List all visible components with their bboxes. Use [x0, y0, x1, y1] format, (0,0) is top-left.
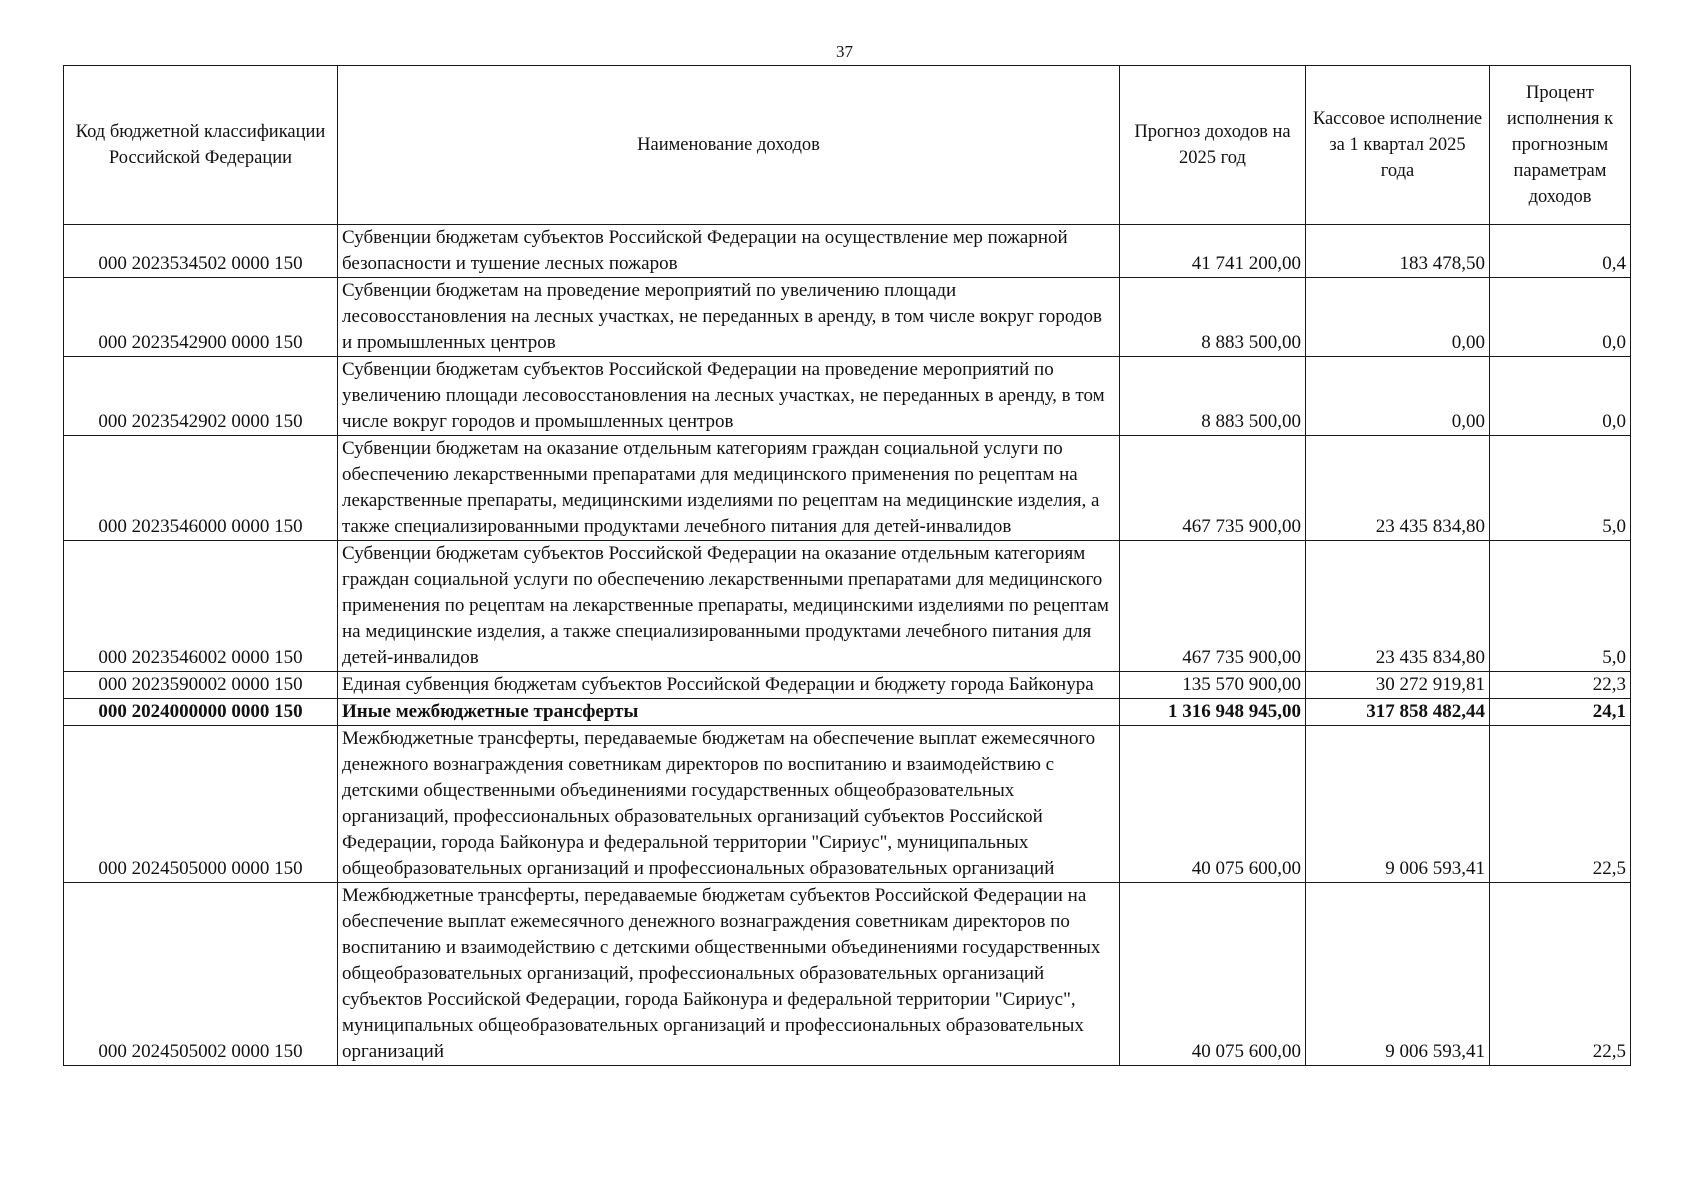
cash-execution-cell: 317 858 482,44: [1306, 699, 1490, 726]
percent-cell: 0,0: [1490, 357, 1631, 436]
budget-code-cell: 000 2024000000 0000 150: [64, 699, 338, 726]
cash-execution-cell: 23 435 834,80: [1306, 436, 1490, 541]
table-row: [64, 541, 1631, 672]
cash-execution-cell: 0,00: [1306, 357, 1490, 436]
percent-cell: 0,4: [1490, 225, 1631, 278]
cash-execution-cell: 9 006 593,41: [1306, 883, 1490, 1066]
table-row: [64, 436, 1631, 541]
revenue-name-cell: Субвенции бюджетам на оказание отдельным категориям граждан социальной услуги по обеспечению лекарственными препаратами для медицинского применения по рецептам на лекарственные препараты, медицинскими изделиями по рецептам на медицинские изделия, а также специализированными продуктами лечебного питания для детей-инвалидов: [338, 436, 1120, 541]
revenue-name-cell: Субвенции бюджетам субъектов Российской Федерации на проведение мероприятий по увеличению площади лесовосстановления на лесных участках, не переданных в аренду, в том числе вокруг городов и промышленных центров: [338, 357, 1120, 436]
forecast-cell: 8 883 500,00: [1120, 278, 1306, 357]
budget-code-cell: 000 2024505002 0000 150: [64, 883, 338, 1066]
percent-cell: 24,1: [1490, 699, 1631, 726]
budget-code-cell: 000 2023590002 0000 150: [64, 672, 338, 699]
budget-code-cell: 000 2023542902 0000 150: [64, 357, 338, 436]
forecast-cell: 467 735 900,00: [1120, 436, 1306, 541]
budget-code-cell: 000 2023546002 0000 150: [64, 541, 338, 672]
cash-execution-cell: 0,00: [1306, 278, 1490, 357]
percent-cell: 5,0: [1490, 541, 1631, 672]
header-cash: Кассовое исполнение за 1 квартал 2025 года: [1306, 66, 1490, 225]
budget-code-cell: 000 2024505000 0000 150: [64, 726, 338, 883]
budget-code-cell: 000 2023542900 0000 150: [64, 278, 338, 357]
forecast-cell: 40 075 600,00: [1120, 726, 1306, 883]
percent-cell: 22,3: [1490, 672, 1631, 699]
budget-code-cell: 000 2023534502 0000 150: [64, 225, 338, 278]
cash-execution-cell: 23 435 834,80: [1306, 541, 1490, 672]
table-row: [64, 357, 1631, 436]
budget-code-cell: 000 2023546000 0000 150: [64, 436, 338, 541]
percent-cell: 0,0: [1490, 278, 1631, 357]
table-row-total: [64, 699, 1631, 726]
forecast-cell: 135 570 900,00: [1120, 672, 1306, 699]
percent-cell: 22,5: [1490, 726, 1631, 883]
forecast-cell: 8 883 500,00: [1120, 357, 1306, 436]
cash-execution-cell: 183 478,50: [1306, 225, 1490, 278]
table-row: [64, 672, 1631, 699]
revenue-table: [63, 65, 1631, 1066]
forecast-cell: 40 075 600,00: [1120, 883, 1306, 1066]
table-row: [64, 278, 1631, 357]
page-number: 37: [836, 42, 853, 61]
header-percent: Процент исполнения к прогнозным параметрам доходов: [1490, 66, 1631, 225]
table-row: [64, 726, 1631, 883]
revenue-name-cell: Единая субвенция бюджетам субъектов Российской Федерации и бюджету города Байконура: [338, 672, 1120, 699]
revenue-name-cell: Межбюджетные трансферты, передаваемые бюджетам субъектов Российской Федерации на обеспечение выплат ежемесячного денежного вознаграждения советникам директоров по воспитанию и взаимодействию с детскими общественными объединениями государственных общеобразовательных организаций, профессиональных образовательных организаций субъектов Российской Федерации, города Байконура и федеральной территории "Сириус", муниципальных общеобразовательных организаций и профессиональных образовательных организаций: [338, 883, 1120, 1066]
table-row: [64, 225, 1631, 278]
forecast-cell: 467 735 900,00: [1120, 541, 1306, 672]
revenue-name-cell: Иные межбюджетные трансферты: [338, 699, 1120, 726]
forecast-cell: 1 316 948 945,00: [1120, 699, 1306, 726]
cash-execution-cell: 9 006 593,41: [1306, 726, 1490, 883]
revenue-name-cell: Межбюджетные трансферты, передаваемые бюджетам на обеспечение выплат ежемесячного денежного вознаграждения советникам директоров по воспитанию и взаимодействию с детскими общественными объединениями государственных общеобразовательных организаций, профессиональных образовательных организаций субъектов Российской Федерации, города Байконура и федеральной территории "Сириус", муниципальных общеобразовательных организаций и профессиональных образовательных организаций: [338, 726, 1120, 883]
table-row: [64, 883, 1631, 1066]
percent-cell: 22,5: [1490, 883, 1631, 1066]
forecast-cell: 41 741 200,00: [1120, 225, 1306, 278]
revenue-name-cell: Субвенции бюджетам на проведение мероприятий по увеличению площади лесовосстановления на лесных участках, не переданных в аренду, в том числе вокруг городов и промышленных центров: [338, 278, 1120, 357]
header-forecast: Прогноз доходов на 2025 год: [1120, 66, 1306, 225]
header-name: Наименование доходов: [338, 66, 1120, 225]
percent-cell: 5,0: [1490, 436, 1631, 541]
revenue-name-cell: Субвенции бюджетам субъектов Российской Федерации на оказание отдельным категориям граждан социальной услуги по обеспечению лекарственными препаратами для медицинского применения по рецептам на лекарственные препараты, медицинскими изделиями по рецептам на медицинские изделия, а также специализированными продуктами лечебного питания для детей-инвалидов: [338, 541, 1120, 672]
revenue-name-cell: Субвенции бюджетам субъектов Российской Федерации на осуществление мер пожарной безопасности и тушение лесных пожаров: [338, 225, 1120, 278]
cash-execution-cell: 30 272 919,81: [1306, 672, 1490, 699]
table-header-row: [64, 66, 1631, 225]
header-code: Код бюджетной классификации Российской Федерации: [64, 66, 338, 225]
